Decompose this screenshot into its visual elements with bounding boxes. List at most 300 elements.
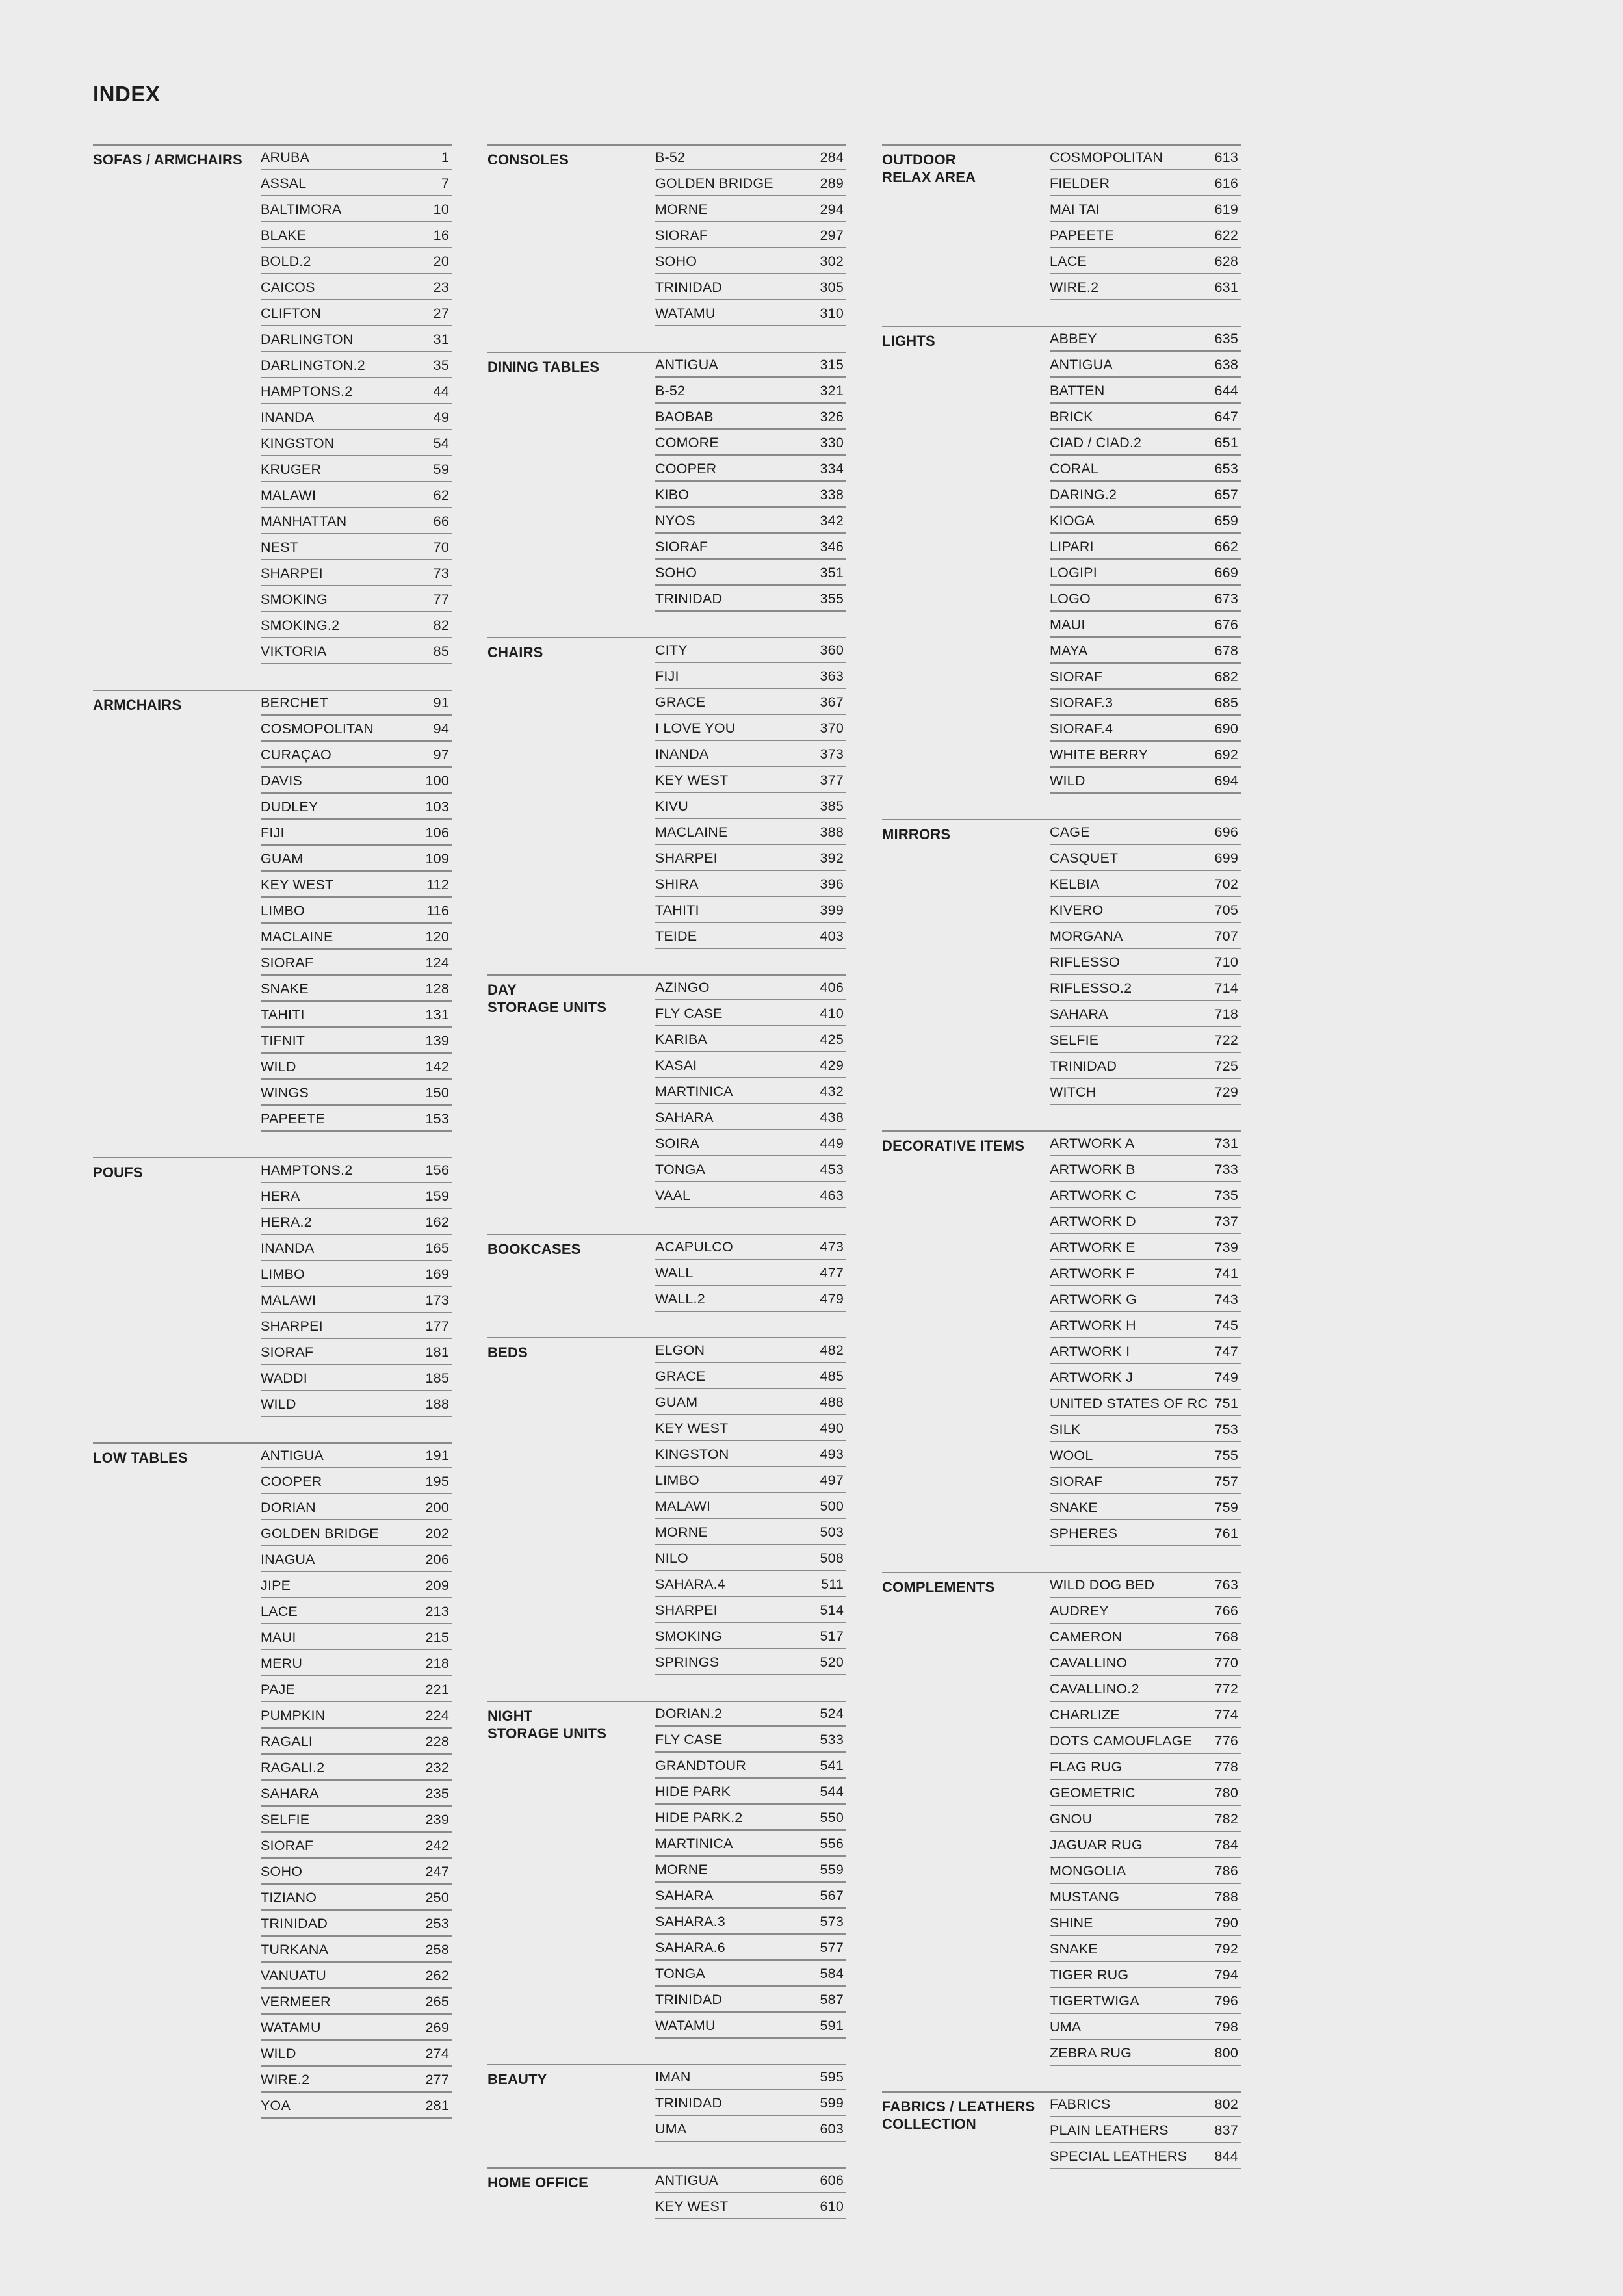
entry-page-number: 82 [433,617,449,633]
entry-name: KEY WEST [655,772,729,788]
entry-name: CIAD / CIAD.2 [1050,434,1142,450]
index-entry [261,1912,452,1937]
index-entry [1050,1288,1241,1312]
entry-name: TRINIDAD [655,279,723,295]
index-entry [655,302,846,326]
entry-page-number: 631 [1214,279,1238,295]
index-entry [655,2117,846,2142]
index-entry [261,1470,452,1494]
entry-page-number: 206 [425,1551,449,1567]
entry-page-number: 635 [1214,330,1238,346]
index-entry [261,1055,452,1080]
entry-name: LIMBO [261,902,305,919]
entry-page-number: 377 [820,772,844,788]
entry-page-number: 215 [425,1629,449,1645]
index-entry [655,457,846,482]
entry-page-number: 373 [820,746,844,762]
entry-name: JIPE [261,1577,291,1593]
index-entry [655,664,846,689]
index-entry [1050,224,1241,248]
entry-page-number: 731 [1214,1135,1238,1151]
index-entry [261,1652,452,1676]
entry-page-number: 676 [1214,616,1238,633]
index-entry [1050,1002,1241,1027]
entry-name: BERCHET [261,694,329,711]
entry-page-number: 305 [820,279,844,295]
index-entry [1050,2015,1241,2040]
index-entry [655,1728,846,1753]
entry-name: ANTIGUA [655,356,718,372]
section-entry-list [1050,1573,1241,2066]
index-entry [655,1988,846,2013]
entry-name: MALAWI [655,1498,711,1514]
entry-page-number: 385 [820,798,844,814]
entry-name: GEOMETRIC [1050,1784,1136,1801]
entry-page-number: 761 [1214,1525,1238,1541]
index-section [93,1157,452,1417]
entry-page-number: 153 [425,1110,449,1127]
index-entry [261,614,452,638]
entry-page-number: 31 [433,331,449,347]
index-entry [261,172,452,196]
entry-page-number: 577 [820,1939,844,1955]
index-entry [655,1028,846,1052]
entry-page-number: 673 [1214,590,1238,607]
entry-page-number: 396 [820,876,844,892]
entry-name: MAUI [1050,616,1085,633]
entry-page-number: 584 [820,1965,844,1981]
entry-page-number: 725 [1214,1058,1238,1074]
index-entry [1050,950,1241,975]
entry-name: WIRE.2 [1050,279,1099,295]
entry-name: SOIRA [655,1135,699,1151]
index-entry [655,431,846,456]
index-entry [1050,1158,1241,1182]
entry-page-number: 73 [433,565,449,581]
entry-page-number: 696 [1214,824,1238,840]
entry-page-number: 690 [1214,720,1238,737]
entry-name: SILK [1050,1421,1081,1437]
entry-page-number: 124 [425,954,449,971]
entry-page-number: 355 [820,590,844,607]
entry-page-number: 517 [820,1628,844,1644]
entry-page-number: 766 [1214,1602,1238,1619]
entry-name: DARLINGTON.2 [261,357,365,373]
page-title: INDEX [93,82,161,106]
index-entry [261,951,452,976]
entry-page-number: 755 [1214,1447,1238,1463]
index-entry [261,640,452,664]
entry-page-number: 622 [1214,227,1238,243]
entry-name: I LOVE YOU [655,720,736,736]
index-entry [1050,250,1241,274]
entry-page-number: 747 [1214,1343,1238,1359]
entry-name: SIORAF [261,1837,314,1853]
section-title: POUFS [93,1164,143,1181]
entry-name: TONGA [655,1965,706,1981]
entry-name: VERMEER [261,1993,331,2009]
entry-name: FLAG RUG [1050,1758,1123,1775]
entry-page-number: 16 [433,227,449,243]
index-entry [655,872,846,897]
entry-name: INANDA [261,409,315,425]
index-entry [261,250,452,274]
entry-page-number: 699 [1214,850,1238,866]
index-entry [655,198,846,222]
entry-page-number: 346 [820,538,844,554]
entry-name: ARTWORK G [1050,1291,1137,1307]
index-entry [1050,2093,1241,2117]
entry-page-number: 274 [425,2045,449,2061]
entry-page-number: 647 [1214,408,1238,424]
index-entry [261,1340,452,1365]
entry-name: LACE [261,1603,298,1619]
entry-name: DAVIS [261,772,302,789]
index-entry [261,925,452,950]
section-title: SOFAS / ARMCHAIRS [93,151,242,168]
index-entry [655,1261,846,1286]
index-entry [261,1236,452,1261]
index-entry [261,769,452,794]
entry-name: MAI TAI [1050,201,1100,217]
section-title: ARMCHAIRS [93,697,182,713]
entry-name: WALL.2 [655,1290,705,1307]
entry-name: PUMPKIN [261,1707,326,1723]
entry-page-number: 479 [820,1290,844,1307]
entry-name: TRINIDAD [655,590,723,607]
index-entry [1050,1210,1241,1234]
entry-page-number: 788 [1214,1888,1238,1905]
index-entry [655,690,846,715]
index-entry [1050,976,1241,1001]
index-entry [655,1546,846,1571]
index-section [882,2091,1241,2169]
index-section [93,144,452,664]
entry-name: WHITE BERRY [1050,746,1149,763]
entry-name: SAHARA.6 [655,1939,725,1955]
index-entry [655,2091,846,2116]
entry-name: DARING.2 [1050,486,1117,502]
entry-name: ARTWORK F [1050,1265,1135,1281]
index-entry [1050,1989,1241,2014]
index-entry [1050,769,1241,794]
entry-page-number: 406 [820,979,844,995]
entry-name: GUAM [261,850,304,867]
entry-name: ARTWORK D [1050,1213,1136,1229]
entry-name: TIGERTWIGA [1050,1992,1139,2009]
entry-name: SELFIE [261,1811,310,1827]
index-entry [655,1962,846,1987]
entry-name: KASAI [655,1057,697,1073]
index-entry [655,924,846,949]
entry-name: MUSTANG [1050,1888,1120,1905]
index-entry [261,302,452,326]
entry-page-number: 20 [433,253,449,269]
entry-page-number: 800 [1214,2044,1238,2061]
index-entry [261,1782,452,1807]
index-entry [1050,1651,1241,1676]
entry-name: KRUGER [261,461,322,477]
entry-page-number: 770 [1214,1654,1238,1671]
entry-page-number: 739 [1214,1239,1238,1255]
entry-name: BRICK [1050,408,1093,424]
index-entry [1050,353,1241,378]
entry-page-number: 218 [425,1655,449,1671]
index-entry [261,2042,452,2067]
index-entry [1050,1729,1241,1754]
section-entry-list [655,2169,846,2219]
index-entry [261,1210,452,1235]
index-entry [1050,1625,1241,1650]
entry-name: KELBIA [1050,876,1100,892]
entry-page-number: 567 [820,1887,844,1903]
index-entry [655,716,846,741]
index-entry [261,1366,452,1391]
index-entry [655,2065,846,2090]
entry-page-number: 591 [820,2017,844,2033]
index-section [882,819,1241,1105]
index-entry [261,1496,452,1520]
index-entry [261,1184,452,1209]
entry-page-number: 403 [820,928,844,944]
entry-page-number: 277 [425,2071,449,2087]
section-title: LOW TABLES [93,1450,188,1466]
entry-name: VANUATU [261,1967,326,1983]
section-entry-list [655,2065,846,2142]
index-entry [1050,1522,1241,1546]
entry-name: B-52 [655,382,686,398]
entry-page-number: 790 [1214,1914,1238,1931]
index-entry [655,1754,846,1779]
index-entry [261,1314,452,1339]
entry-name: ARTWORK H [1050,1317,1136,1333]
entry-page-number: 550 [820,1809,844,1825]
index-entry [1050,1677,1241,1702]
entry-page-number: 616 [1214,175,1238,191]
entry-page-number: 694 [1214,772,1238,789]
index-entry [655,846,846,871]
entry-name: SHARPEI [655,1602,718,1618]
entry-page-number: 707 [1214,928,1238,944]
index-column-2 [487,144,846,2245]
index-entry [261,1107,452,1132]
index-entry [655,1494,846,1519]
entry-page-number: 185 [425,1370,449,1386]
entry-name: ABBEY [1050,330,1097,346]
entry-name: ANTIGUA [1050,356,1113,372]
index-entry [261,1860,452,1885]
entry-name: CAVALLINO.2 [1050,1680,1139,1697]
entry-page-number: 27 [433,305,449,321]
entry-page-number: 493 [820,1446,844,1462]
index-entry [261,1081,452,1106]
entry-name: VIKTORIA [261,643,327,659]
index-entry [655,1132,846,1156]
index-entry [655,535,846,560]
index-entry [261,1262,452,1287]
entry-name: SAHARA.3 [655,1913,725,1929]
entry-name: B-52 [655,149,686,165]
index-entry [655,405,846,430]
entry-page-number: 7 [441,175,449,191]
entry-page-number: 520 [820,1654,844,1670]
index-entry [655,898,846,923]
index-entry [1050,846,1241,871]
entry-name: CITY [655,642,688,658]
entry-name: PAPEETE [261,1110,325,1127]
index-entry [1050,1418,1241,1442]
index-entry [1050,1911,1241,1936]
index-entry [261,1548,452,1572]
entry-page-number: 780 [1214,1784,1238,1801]
entry-name: CAMERON [1050,1628,1123,1645]
entry-page-number: 837 [1214,2122,1238,2138]
entry-page-number: 556 [820,1835,844,1851]
entry-name: WALL [655,1264,694,1281]
index-entry [261,1704,452,1729]
index-entry [655,2195,846,2219]
entry-name: BOLD.2 [261,253,311,269]
entry-page-number: 751 [1214,1395,1238,1411]
index-entry [261,146,452,170]
index-entry [1050,1599,1241,1624]
index-entry [261,536,452,560]
index-entry [655,638,846,663]
entry-name: MALAWI [261,1292,317,1308]
entry-page-number: 70 [433,539,449,555]
entry-name: WITCH [1050,1084,1097,1100]
index-entry [655,1080,846,1104]
entry-page-number: 200 [425,1499,449,1515]
entry-name: NILO [655,1550,688,1566]
index-section [487,1234,846,1312]
entry-name: HIDE PARK [655,1783,731,1799]
entry-page-number: 449 [820,1135,844,1151]
entry-page-number: 284 [820,149,844,165]
index-section [487,144,846,326]
index-entry [261,406,452,430]
index-entry [655,1468,846,1493]
entry-page-number: 106 [425,824,449,841]
section-title: CHAIRS [487,644,543,660]
entry-page-number: 297 [820,227,844,243]
index-entry [1050,1054,1241,1079]
entry-name: CAICOS [261,279,315,295]
entry-page-number: 610 [820,2198,844,2214]
entry-page-number: 213 [425,1603,449,1619]
entry-name: CURAÇAO [261,746,331,763]
index-entry [655,1832,846,1857]
index-section [487,2064,846,2142]
section-entry-list [1050,327,1241,794]
index-entry [1050,1340,1241,1364]
entry-name: KIVERO [1050,902,1104,918]
entry-name: BLAKE [261,227,307,243]
entry-page-number: 733 [1214,1161,1238,1177]
entry-page-number: 247 [425,1863,449,1879]
entry-name: PAJE [261,1681,295,1697]
entry-page-number: 258 [425,1941,449,1957]
section-title: CONSOLES [487,151,569,168]
entry-page-number: 735 [1214,1187,1238,1203]
section-title: BEAUTY [487,2071,547,2087]
entry-page-number: 235 [425,1785,449,1801]
index-entry [261,899,452,924]
index-entry [261,1730,452,1755]
entry-page-number: 338 [820,486,844,502]
entry-page-number: 162 [425,1214,449,1230]
entry-name: ARTWORK I [1050,1343,1130,1359]
entry-page-number: 370 [820,720,844,736]
index-entry [655,2014,846,2039]
entry-page-number: 269 [425,2019,449,2035]
index-entry [1050,2041,1241,2066]
index-section [487,637,846,949]
entry-page-number: 482 [820,1342,844,1358]
entry-page-number: 253 [425,1915,449,1931]
entry-page-number: 782 [1214,1810,1238,1827]
index-entry [261,2016,452,2041]
entry-name: HIDE PARK.2 [655,1809,743,1825]
entry-page-number: 705 [1214,902,1238,918]
entry-name: MALAWI [261,487,317,503]
index-entry [655,509,846,534]
entry-name: HERA [261,1188,300,1204]
entry-name: ARTWORK C [1050,1187,1136,1203]
entry-page-number: 142 [425,1058,449,1075]
entry-page-number: 745 [1214,1317,1238,1333]
entry-name: DORIAN [261,1499,316,1515]
entry-page-number: 776 [1214,1732,1238,1749]
entry-name: GOLDEN BRIDGE [261,1525,379,1541]
entry-page-number: 786 [1214,1862,1238,1879]
index-entry [1050,1470,1241,1494]
entry-name: BALTIMORA [261,201,342,217]
entry-page-number: 188 [425,1396,449,1412]
entry-page-number: 573 [820,1913,844,1929]
entry-name: NYOS [655,512,695,528]
index-entry [1050,509,1241,534]
entry-page-number: 169 [425,1266,449,1282]
index-entry [655,146,846,170]
index-entry [1050,146,1241,170]
index-entry [1050,691,1241,716]
entry-name: FLY CASE [655,1731,723,1747]
entry-page-number: 91 [433,694,449,711]
entry-page-number: 59 [433,461,449,477]
index-column-3 [882,144,1241,2195]
entry-name: LOGIPI [1050,564,1097,581]
entry-page-number: 488 [820,1394,844,1410]
entry-name: WADDI [261,1370,307,1386]
index-entry [1050,483,1241,508]
section-title: MIRRORS [882,826,951,842]
entry-name: SAHARA [1050,1006,1108,1022]
index-entry [1050,639,1241,664]
index-entry [655,1158,846,1182]
entry-page-number: 768 [1214,1628,1238,1645]
index-entry [261,1029,452,1054]
entry-name: TRINIDAD [655,2094,723,2111]
entry-name: ANTIGUA [655,2172,718,2188]
index-section [487,1701,846,2039]
index-entry [1050,1262,1241,1286]
index-entry [261,847,452,872]
entry-page-number: 342 [820,512,844,528]
index-entry [261,1158,452,1183]
index-entry [1050,1963,1241,1988]
entry-page-number: 310 [820,305,844,321]
